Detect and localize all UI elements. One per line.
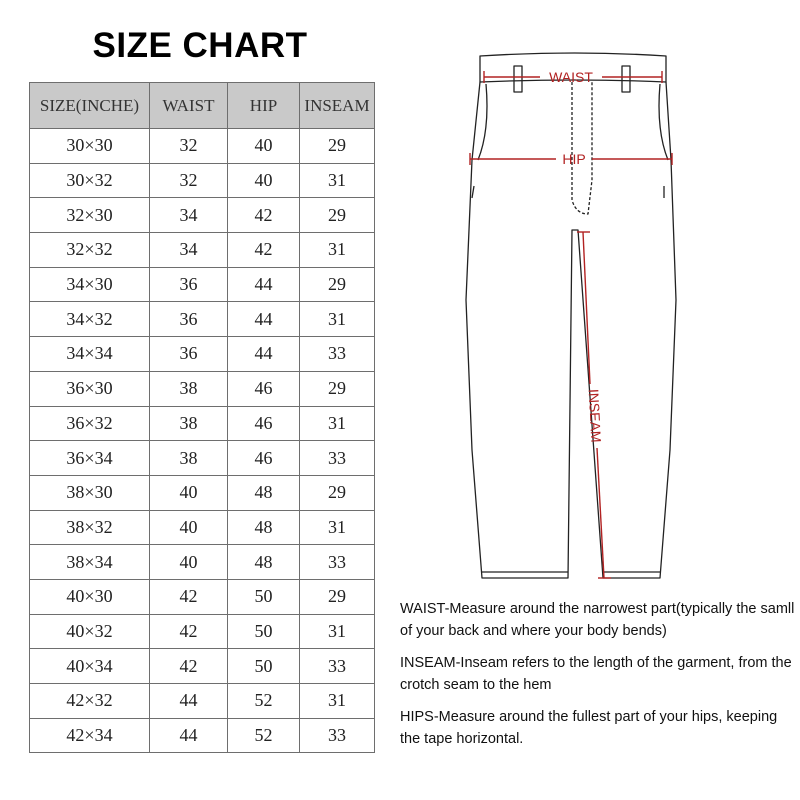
cell-hip: 48 — [228, 510, 300, 545]
cell-waist: 36 — [150, 337, 228, 372]
cell-inseam: 31 — [300, 302, 375, 337]
table-row — [30, 614, 375, 649]
cell-size: 40×32 — [30, 614, 150, 649]
inseam-note: INSEAM-Inseam refers to the length of the garment, from the crotch seam to the hem — [400, 655, 792, 693]
cell-inseam: 29 — [300, 371, 375, 406]
cell-inseam: 29 — [300, 198, 375, 233]
cell-size: 30×30 — [30, 129, 150, 164]
cell-inseam: 31 — [300, 406, 375, 441]
cell-waist: 34 — [150, 233, 228, 268]
cell-waist: 42 — [150, 649, 228, 684]
cell-waist: 34 — [150, 198, 228, 233]
table-row — [30, 545, 375, 580]
cell-hip: 42 — [228, 198, 300, 233]
table-header-row — [30, 83, 375, 129]
cell-size: 38×34 — [30, 545, 150, 580]
cell-hip: 50 — [228, 579, 300, 614]
table-row — [30, 129, 375, 164]
cell-size: 36×30 — [30, 371, 150, 406]
table-row — [30, 163, 375, 198]
cell-waist: 42 — [150, 579, 228, 614]
cell-waist: 42 — [150, 614, 228, 649]
table-row — [30, 267, 375, 302]
header-waist: WAIST — [150, 83, 228, 129]
header-size: SIZE(INCHE) — [30, 83, 150, 129]
cell-inseam: 33 — [300, 718, 375, 753]
cell-inseam: 29 — [300, 267, 375, 302]
table-row — [30, 371, 375, 406]
cell-hip: 44 — [228, 302, 300, 337]
cell-hip: 50 — [228, 614, 300, 649]
cell-inseam: 29 — [300, 129, 375, 164]
table-row — [30, 475, 375, 510]
table-row — [30, 579, 375, 614]
belt-loop-left — [514, 66, 522, 92]
cell-size: 36×32 — [30, 406, 150, 441]
cell-hip: 44 — [228, 337, 300, 372]
cell-waist: 38 — [150, 371, 228, 406]
hips-note: HIPS-Measure around the fullest part of your hips, keeping the tape horizontal. — [400, 709, 778, 747]
cell-waist: 38 — [150, 406, 228, 441]
cell-hip: 40 — [228, 163, 300, 198]
cell-inseam: 31 — [300, 614, 375, 649]
cell-waist: 44 — [150, 718, 228, 753]
cell-inseam: 31 — [300, 233, 375, 268]
table-row — [30, 198, 375, 233]
measurement-notes — [400, 598, 795, 760]
cell-waist: 40 — [150, 545, 228, 580]
cell-inseam: 33 — [300, 337, 375, 372]
table-row — [30, 649, 375, 684]
table-row — [30, 302, 375, 337]
cell-size: 30×32 — [30, 163, 150, 198]
size-table — [29, 82, 375, 753]
cell-inseam: 29 — [300, 579, 375, 614]
cell-waist: 32 — [150, 163, 228, 198]
cell-hip: 46 — [228, 406, 300, 441]
cell-hip: 44 — [228, 267, 300, 302]
cell-waist: 40 — [150, 510, 228, 545]
cell-hip: 40 — [228, 129, 300, 164]
cell-inseam: 29 — [300, 475, 375, 510]
cell-inseam: 31 — [300, 163, 375, 198]
belt-loop-right — [622, 66, 630, 92]
pants-diagram — [440, 40, 710, 600]
side-seam-left — [472, 186, 474, 198]
cell-waist: 40 — [150, 475, 228, 510]
cell-inseam: 33 — [300, 649, 375, 684]
cell-hip: 52 — [228, 684, 300, 719]
cell-size: 38×30 — [30, 475, 150, 510]
cell-waist: 38 — [150, 441, 228, 476]
cell-size: 40×30 — [30, 579, 150, 614]
cell-inseam: 33 — [300, 441, 375, 476]
cell-inseam: 31 — [300, 684, 375, 719]
cell-hip: 42 — [228, 233, 300, 268]
cell-waist: 44 — [150, 684, 228, 719]
table-row — [30, 510, 375, 545]
cell-hip: 46 — [228, 371, 300, 406]
cell-size: 34×32 — [30, 302, 150, 337]
cell-size: 38×32 — [30, 510, 150, 545]
table-row — [30, 233, 375, 268]
cell-size: 42×34 — [30, 718, 150, 753]
table-row — [30, 441, 375, 476]
table-row — [30, 718, 375, 753]
cell-size: 34×30 — [30, 267, 150, 302]
table-row — [30, 684, 375, 719]
cell-hip: 48 — [228, 545, 300, 580]
cell-waist: 32 — [150, 129, 228, 164]
hip-label: HIP — [562, 151, 586, 167]
size-chart-title: SIZE CHART — [92, 26, 308, 65]
cell-inseam: 33 — [300, 545, 375, 580]
cell-waist: 36 — [150, 267, 228, 302]
cell-hip: 52 — [228, 718, 300, 753]
cell-size: 40×34 — [30, 649, 150, 684]
header-inseam: INSEAM — [300, 83, 375, 129]
cell-size: 32×30 — [30, 198, 150, 233]
header-hip: HIP — [228, 83, 300, 129]
cell-size: 42×32 — [30, 684, 150, 719]
fly-stitch — [572, 82, 592, 214]
inseam-label: INSEAM — [585, 388, 605, 443]
cell-size: 32×32 — [30, 233, 150, 268]
cell-hip: 46 — [228, 441, 300, 476]
cell-size: 34×34 — [30, 337, 150, 372]
cell-inseam: 31 — [300, 510, 375, 545]
waist-label: WAIST — [549, 69, 593, 85]
cell-waist: 36 — [150, 302, 228, 337]
waist-note: WAIST-Measure around the narrowest part(typically the samll of your back and where your body bends) — [400, 601, 795, 639]
cell-hip: 48 — [228, 475, 300, 510]
cell-size: 36×34 — [30, 441, 150, 476]
table-row — [30, 406, 375, 441]
table-row — [30, 337, 375, 372]
pocket-left — [478, 84, 487, 160]
cell-hip: 50 — [228, 649, 300, 684]
